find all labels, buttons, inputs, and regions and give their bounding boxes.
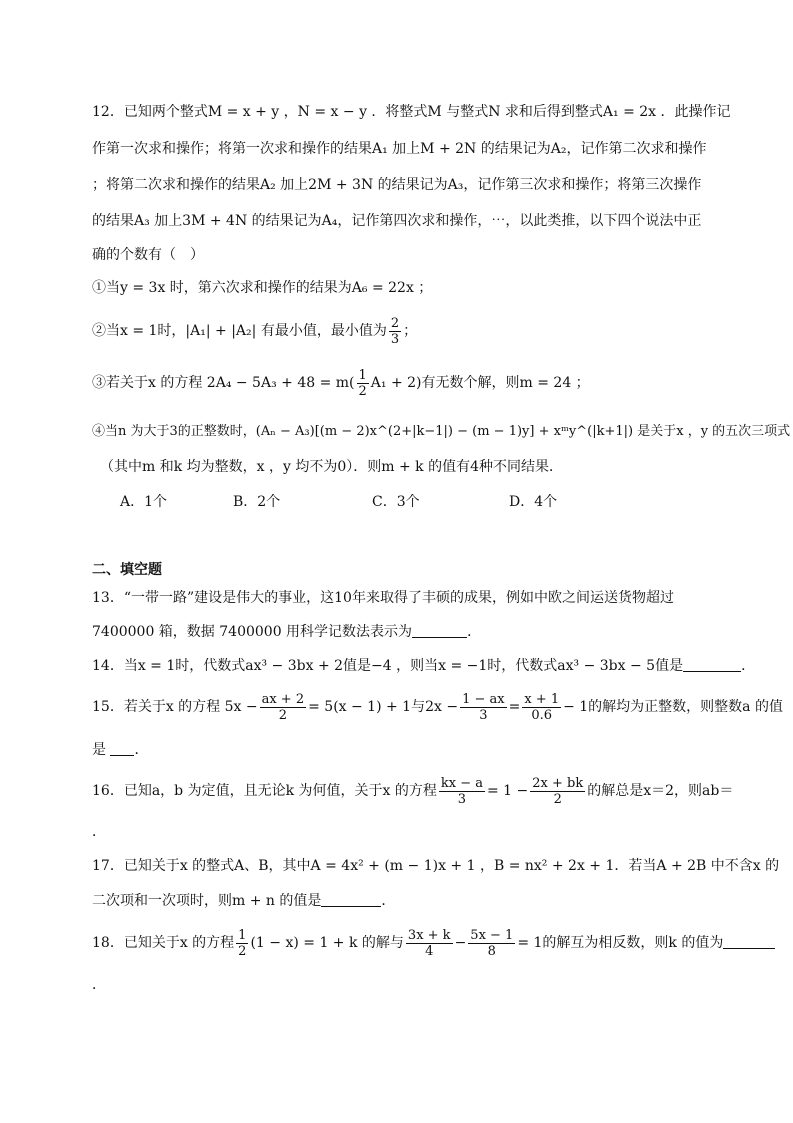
q15-line-2: 是 ．: [92, 742, 149, 758]
fraction: $\frac{2x + bk}{2}$: [532, 775, 584, 807]
fraction: $\frac{x + 1}{0.6}$: [524, 691, 560, 723]
fraction: $\frac{ax + 2}{2}$: [261, 691, 305, 723]
q18-line-2: ．: [92, 977, 106, 993]
section-heading: 二、填空题: [92, 562, 162, 578]
q12-line-2: 作第一次求和操作；将第一次求和操作的结果A₁ 加上M + 2N 的结果记为A₂，记作第二次求和操作: [92, 141, 707, 157]
q12-statement-3-text: ③若关于x 的方程 2A₄ − 5A₃ + 48 = m(: [92, 375, 355, 391]
answer-blank[interactable]: [321, 892, 381, 907]
q12-line-5: 确的个数有（ ）: [92, 247, 204, 263]
fraction: $\frac{kx - a}{3}$: [440, 775, 483, 807]
q13-line-1: 13．“一带一路”建设是伟大的事业，这10年来取得了丰硕的成果，例如中欧之间运送货物超过: [92, 590, 674, 606]
fraction: $\frac{1}{2}$: [238, 927, 247, 959]
answer-blank[interactable]: [412, 623, 467, 638]
q12-option-b: B．2个: [233, 494, 281, 510]
fraction: $\frac{3x + k}{4}$: [407, 927, 451, 959]
fraction: $\frac{2}{3}$: [390, 315, 400, 347]
q14-line: 14．当x = 1时，代数式ax³ − 3bx + 2值是−4 ，则当x = −1时，代数式ax³ − 3bx − 5值是 ．: [92, 658, 756, 674]
q12-statement-4-line-1: ④当n 为大于3的正整数时，(Aₙ − A₃)[(m − 2)x^(2+|k−1|) − (m − 1)y] + xᵐy^(|k+1|) 是关于x ，y 的五次三项式: [92, 424, 791, 439]
q18-line-1: 18．已知关于x 的方程 $\frac{1}{2}$ (1 − x) = 1 + k 的解与 $\frac{3x + k}{4}$ − $\frac{5x - 1}{8}$ = 1的解互为相反数，则k 的值为: [92, 926, 775, 960]
q15-line-1: 15．若关于x 的方程 5x − $\frac{ax + 2}{2}$ = 5(x − 1) + 1与2x − $\frac{1 - ax}{3}$ = $\frac{x + 1}{0.6}$ − 1的解均为正整数，则整数a 的值: [92, 691, 783, 723]
q12-statement-4-line-2: （其中m 和k 均为整数，x ，y 均不为0）．则m + k 的值有4种不同结果．: [100, 459, 564, 475]
answer-blank[interactable]: [683, 657, 741, 672]
q12-line-4: 的结果A₃ 加上3M + 4N 的结果记为A₄，记作第四次求和操作，⋯，以此类推，以下四个说法中正: [92, 213, 702, 229]
q12-statement-3: ③若关于x 的方程 2A₄ − 5A₃ + 48 = m( $\frac{1}{2}$ A₁ + 2)有无数个解，则m = 24 ；: [92, 367, 590, 399]
q12-statement-2: ②当x = 1时，|A₁| + |A₂| 有最小值，最小值为 $\frac{2}{3}$ ；: [92, 315, 418, 347]
fraction: $\frac{5x - 1}{8}$: [470, 927, 514, 959]
q12-statement-1: ①当y = 3x 时，第六次求和操作的结果为A₆ = 22x ；: [92, 280, 433, 296]
q17-line-1: 17．已知关于x 的整式A、B，其中A = 4x² + (m − 1)x + 1 ，B = nx² + 2x + 1．若当A + 2B 中不含x 的: [92, 858, 780, 874]
q12-statement-2-text: ②当x = 1时，|A₁| + |A₂| 有最小值，最小值为: [92, 323, 387, 339]
q12-line-1: 12．已知两个整式M = x + y ，N = x − y ．将整式M 与整式N 求和后得到整式A₁ = 2x ．此操作记: [92, 104, 731, 120]
q12-option-a: A．1个: [120, 494, 168, 510]
answer-blank[interactable]: [110, 741, 134, 756]
q12-option-d: D．4个: [509, 494, 558, 510]
q17-line-2: 二次项和一次项时，则m + n 的值是 ．: [92, 893, 396, 909]
q12-option-c: C．3个: [372, 494, 420, 510]
answer-blank[interactable]: [723, 934, 775, 949]
q16-line-1: 16．已知a，b 为定值，且无论k 为何值，关于x 的方程 $\frac{kx - a}{3}$ = 1 − $\frac{2x + bk}{2}$ 的解总是x＝2，则ab＝: [92, 775, 734, 807]
q12-line-3: ；将第二次求和操作的结果A₂ 加上2M + 3N 的结果记为A₃，记作第三次求和操作；将第三次操作: [92, 177, 702, 193]
q16-line-2: ．: [92, 824, 106, 840]
fraction: $\frac{1 - ax}{3}$: [462, 691, 505, 723]
fraction: $\frac{1}{2}$: [358, 367, 367, 399]
q13-line-2: 7400000 箱，数据 7400000 用科学记数法表示为 ．: [92, 624, 482, 640]
